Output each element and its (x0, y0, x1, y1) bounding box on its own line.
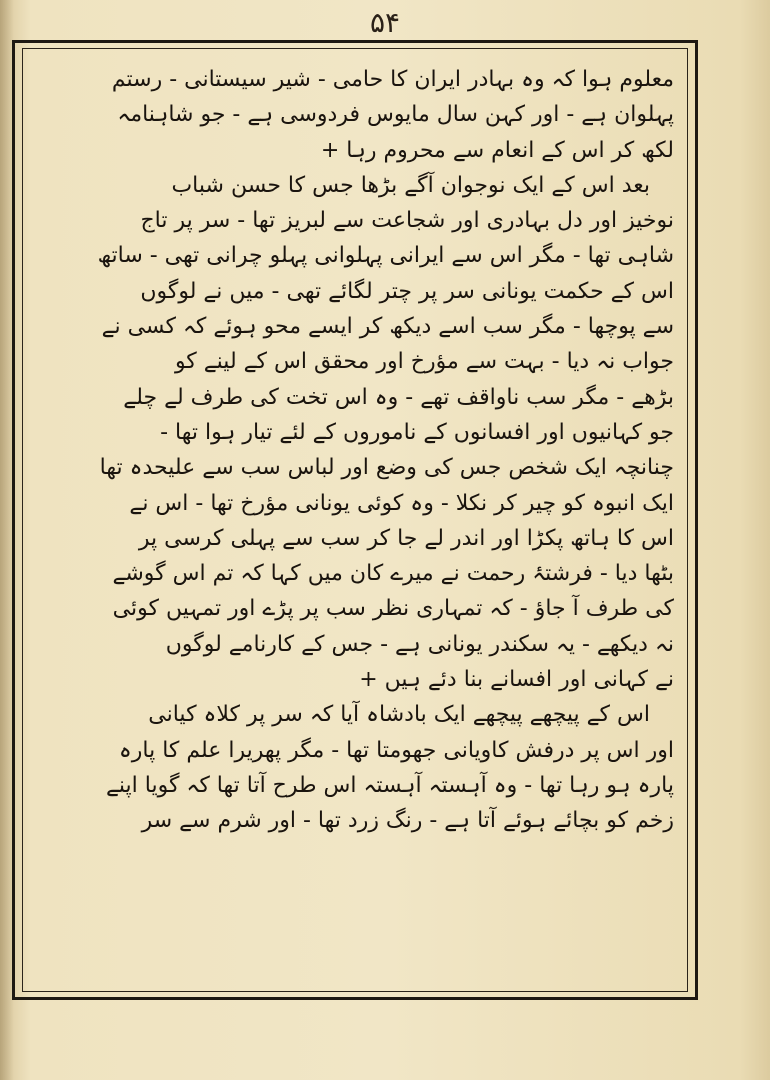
text-line: بعد اس کے ایک نوجوان آگے بڑھا جس کا حسن شباب (171, 172, 650, 198)
text-line: اس کے پیچھے پیچھے ایک بادشاہ آیا کہ سر پر کلاہ کیانی (148, 702, 650, 728)
text-line: پہلوان ہے - اور کہن سال مایوس فردوسی ہے - جو شاہنامہ (117, 102, 674, 128)
text-line: اس کا ہاتھ پکڑا اور اندر لے جا کر سب سے پہلی کرسی پر (138, 525, 674, 551)
text-line: اس کے حکمت یونانی سر پر چتر لگائے تھی - میں نے لوگوں (140, 278, 674, 304)
text-line: شاہی تھا - مگر اس سے ایرانی پہلوانی پہلو چرانی تھی - ساتھ (97, 243, 674, 269)
text-line: لکھ کر اس کے انعام سے محروم رہا + (320, 137, 674, 163)
text-line: اور اس پر درفش کاویانی جھومتا تھا - مگر پھریرا علم کا پارہ (118, 737, 674, 763)
text-line: زخم کو بچائے ہوئے آتا ہے - رنگ زرد تھا - اور شرم سے سر (141, 808, 674, 834)
text-line: معلوم ہوا کہ وہ بہادر ایران کا حامی - شیر سیستانی - رستم (111, 67, 674, 92)
text-line: نوخیز اور دل بہادری اور شجاعت سے لبریز تھا - سر پر تاج (140, 208, 674, 234)
body-text (30, 62, 680, 982)
text-line: نے کہانی اور افسانے بنا دئے ہیں + (359, 667, 674, 693)
text-line: سے پوچھا - مگر سب اسے دیکھ کر ایسے محو ہوئے کہ کسی نے (101, 314, 674, 340)
text-line: بڑھے - مگر سب ناواقف تھے - وہ اس تخت کی طرف لے چلے (123, 384, 674, 410)
text-line: نہ دیکھے - یہ سکندر یونانی ہے - جس کے کارنامے لوگوں (165, 631, 674, 657)
text-line: ایک انبوہ کو چیر کر نکلا - وہ کوئی یونانی مؤرخ تھا - اس نے (129, 490, 674, 516)
page-number: ۵۴ (369, 6, 401, 39)
text-line: جو کہانیوں اور افسانوں کے ناموروں کے لئے تیار ہوا تھا - (160, 419, 674, 445)
text-line: جواب نہ دیا - بہت سے مؤرخ اور محقق اس کے لینے کو (174, 349, 674, 375)
text-line: بٹھا دیا - فرشتۂ رحمت نے میرے کان میں کہا کہ تم اس گوشے (112, 561, 674, 587)
text-line: چنانچہ ایک شخص جس کی وضع اور لباس سب سے علیحدہ تھا (99, 455, 674, 481)
text-line: پارہ ہو رہا تھا - وہ آہستہ آہستہ اس طرح آتا تھا کہ گویا اپنے (106, 772, 674, 798)
text-line: کی طرف آ جاؤ - کہ تمہاری نظر سب پر پڑے اور تمہیں کوئی (112, 596, 674, 622)
